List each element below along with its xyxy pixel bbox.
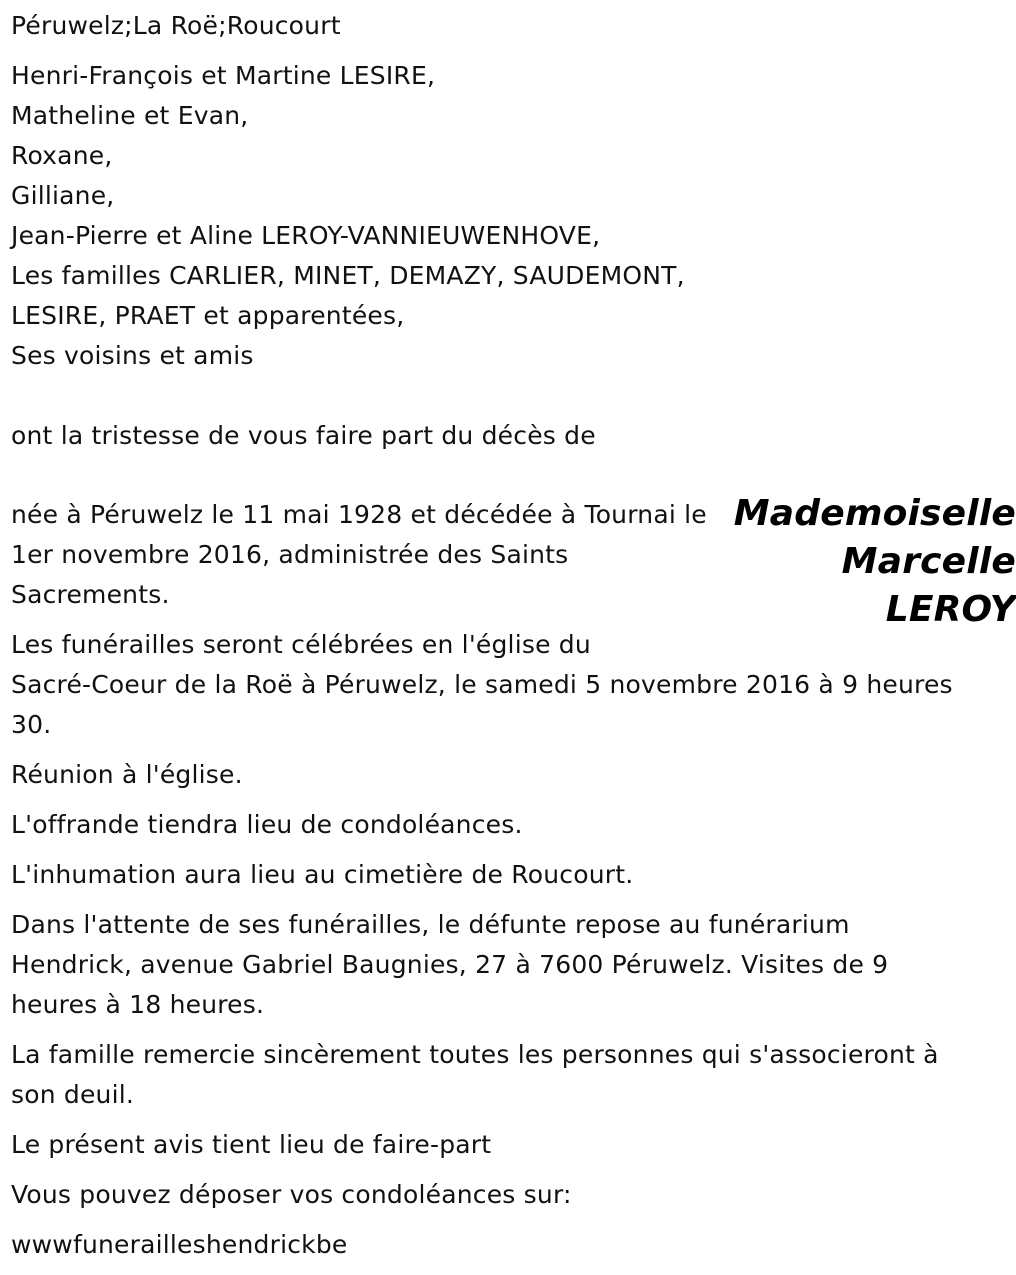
family-member: Henri-François et Martine LESIRE,	[11, 61, 436, 90]
funeral-details	[11, 625, 1011, 1275]
funeral-paragraph	[11, 625, 1011, 745]
birth-line: Sacrements.	[11, 580, 170, 609]
funeral-line: Les funérailles seront célébrées en l'église du	[11, 630, 591, 659]
burial-text: L'inhumation aura lieu au cimetière de Roucourt.	[11, 860, 634, 889]
thanks-paragraph	[11, 1035, 1011, 1115]
condolences-paragraph	[11, 1175, 1011, 1215]
website-text: wwwfunerailleshendrickbe	[11, 1230, 348, 1259]
birth-line: 1er novembre 2016, administrée des Saints	[11, 540, 569, 569]
places-text: Péruwelz;La Roë;Roucourt	[11, 11, 341, 40]
notice-paragraph	[11, 1125, 1011, 1165]
family-member: Les familles CARLIER, MINET, DEMAZY, SAUDEMONT,	[11, 261, 685, 290]
funeral-line: 30.	[11, 710, 52, 739]
rest-line: Hendrick, avenue Gabriel Baugnies, 27 à 7600 Péruwelz. Visites de 9	[11, 950, 889, 979]
announcement-intro	[11, 416, 596, 456]
family-member: Ses voisins et amis	[11, 341, 254, 370]
offering-paragraph	[11, 805, 1011, 845]
deceased-title: Mademoiselle	[733, 493, 1016, 534]
thanks-line: La famille remercie sincèrement toutes les personnes qui s'associeront à	[11, 1040, 939, 1069]
family-member: Gilliane,	[11, 181, 115, 210]
intro-text: ont la tristesse de vous faire part du décès de	[11, 421, 596, 450]
reunion-paragraph	[11, 755, 1011, 795]
rest-line: heures à 18 heures.	[11, 990, 265, 1019]
family-member: Matheline et Evan,	[11, 101, 249, 130]
family-member: LESIRE, PRAET et apparentées,	[11, 301, 405, 330]
thanks-line: son deuil.	[11, 1080, 135, 1109]
place-header	[11, 6, 341, 46]
deceased-name	[726, 490, 1016, 634]
rest-line: Dans l'attente de ses funérailles, le défunte repose au funérarium	[11, 910, 850, 939]
deceased-first-name: Marcelle	[841, 541, 1016, 582]
birth-line: née à Péruwelz le 11 mai 1928 et décédée à Tournai le	[11, 500, 707, 529]
birth-death-details	[11, 495, 731, 615]
offering-text: L'offrande tiendra lieu de condoléances.	[11, 810, 523, 839]
website-paragraph	[11, 1225, 1011, 1265]
condolences-prompt: Vous pouvez déposer vos condoléances sur:	[11, 1180, 572, 1209]
burial-paragraph	[11, 855, 1011, 895]
funeral-home-paragraph	[11, 905, 1011, 1025]
reunion-text: Réunion à l'église.	[11, 760, 243, 789]
notice-text: Le présent avis tient lieu de faire-part	[11, 1130, 492, 1159]
family-member: Roxane,	[11, 141, 113, 170]
family-list	[11, 56, 685, 376]
family-member: Jean-Pierre et Aline LEROY-VANNIEUWENHOVE,	[11, 221, 601, 250]
funeral-line: Sacré-Coeur de la Roë à Péruwelz, le samedi 5 novembre 2016 à 9 heures	[11, 670, 953, 699]
deceased-last-name: LEROY	[885, 589, 1016, 630]
